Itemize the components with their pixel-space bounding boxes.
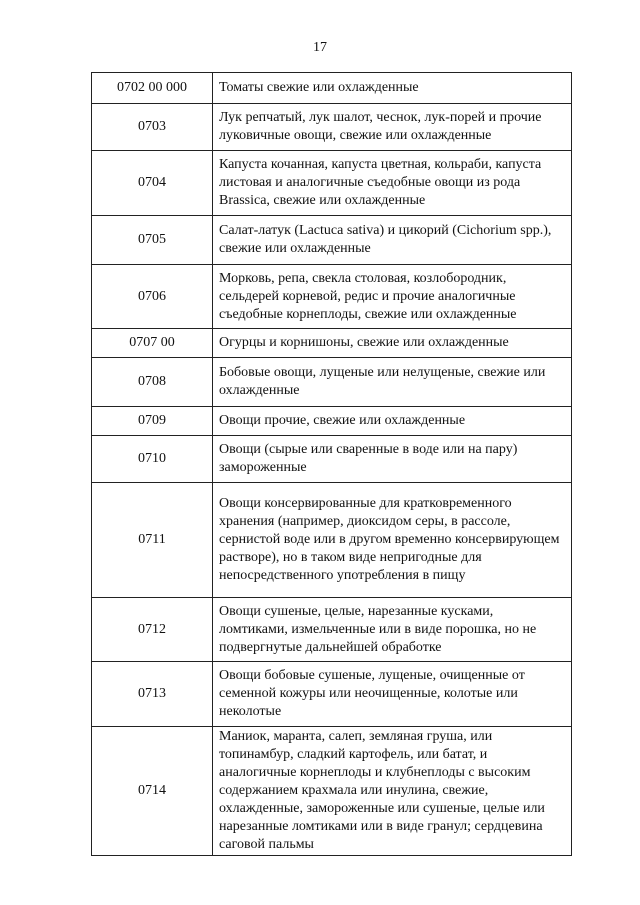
table-row — [92, 483, 572, 598]
code-cell: 0702 00 000 — [92, 73, 213, 104]
table-row — [92, 151, 572, 216]
description-cell: Овощи сушеные, целые, нарезанные кусками, ломтиками, измельченные или в виде порошка, но не подвергнутые дальнейшей обработке — [213, 598, 572, 662]
table-row — [92, 662, 572, 727]
code-cell: 0706 — [92, 265, 213, 329]
table-row — [92, 104, 572, 151]
code-cell: 0709 — [92, 407, 213, 436]
description-cell: Овощи консервированные для кратковременного хранения (например, диоксидом серы, в рассоле, сернистой воде или в другом временно консервирующем растворе), но в таком виде непригодные для непосредственного употребления в пищу — [213, 483, 572, 598]
code-cell: 0714 — [92, 727, 213, 856]
description-cell: Лук репчатый, лук шалот, чеснок, лук-порей и прочие луковичные овощи, свежие или охлажденные — [213, 104, 572, 151]
code-cell: 0704 — [92, 151, 213, 216]
description-cell: Капуста кочанная, капуста цветная, кольраби, капуста листовая и аналогичные съедобные овощи из рода Brassica, свежие или охлажденные — [213, 151, 572, 216]
description-cell: Овощи (сырые или сваренные в воде или на пару) замороженные — [213, 436, 572, 483]
description-cell: Салат-латук (Lactuca sativa) и цикорий (Cichorium spp.), свежие или охлажденные — [213, 216, 572, 265]
table-row — [92, 329, 572, 358]
description-cell: Томаты свежие или охлажденные — [213, 73, 572, 104]
code-cell: 0708 — [92, 358, 213, 407]
description-cell: Бобовые овощи, лущеные или нелущеные, свежие или охлажденные — [213, 358, 572, 407]
code-cell: 0707 00 — [92, 329, 213, 358]
table-row — [92, 598, 572, 662]
table-row — [92, 727, 572, 856]
description-cell: Овощи бобовые сушеные, лущеные, очищенные от семенной кожуры или неочищенные, колотые или неколотые — [213, 662, 572, 727]
code-cell: 0711 — [92, 483, 213, 598]
table-row — [92, 216, 572, 265]
table-row — [92, 407, 572, 436]
table-row — [92, 358, 572, 407]
description-cell: Морковь, репа, свекла столовая, козлобородник, сельдерей корневой, редис и прочие аналогичные съедобные корнеплоды, свежие или охлажденные — [213, 265, 572, 329]
table-row — [92, 73, 572, 104]
description-cell: Маниок, маранта, салеп, земляная груша, или топинамбур, сладкий картофель, или батат, и аналогичные корнеплоды и клубнеплоды с высоким содержанием крахмала или инулина, свежие, охлажденные, замороженные или сушеные, целые или нарезанные ломтиками или в виде гранул; сердцевина саговой пальмы — [213, 727, 572, 856]
page-number: 17 — [313, 40, 327, 55]
description-cell: Овощи прочие, свежие или охлажденные — [213, 407, 572, 436]
code-cell: 0712 — [92, 598, 213, 662]
code-cell: 0703 — [92, 104, 213, 151]
table-row — [92, 436, 572, 483]
table-row — [92, 265, 572, 329]
tariff-code-table — [91, 72, 572, 856]
code-cell: 0705 — [92, 216, 213, 265]
code-cell: 0713 — [92, 662, 213, 727]
description-cell: Огурцы и корнишоны, свежие или охлажденные — [213, 329, 572, 358]
code-cell: 0710 — [92, 436, 213, 483]
